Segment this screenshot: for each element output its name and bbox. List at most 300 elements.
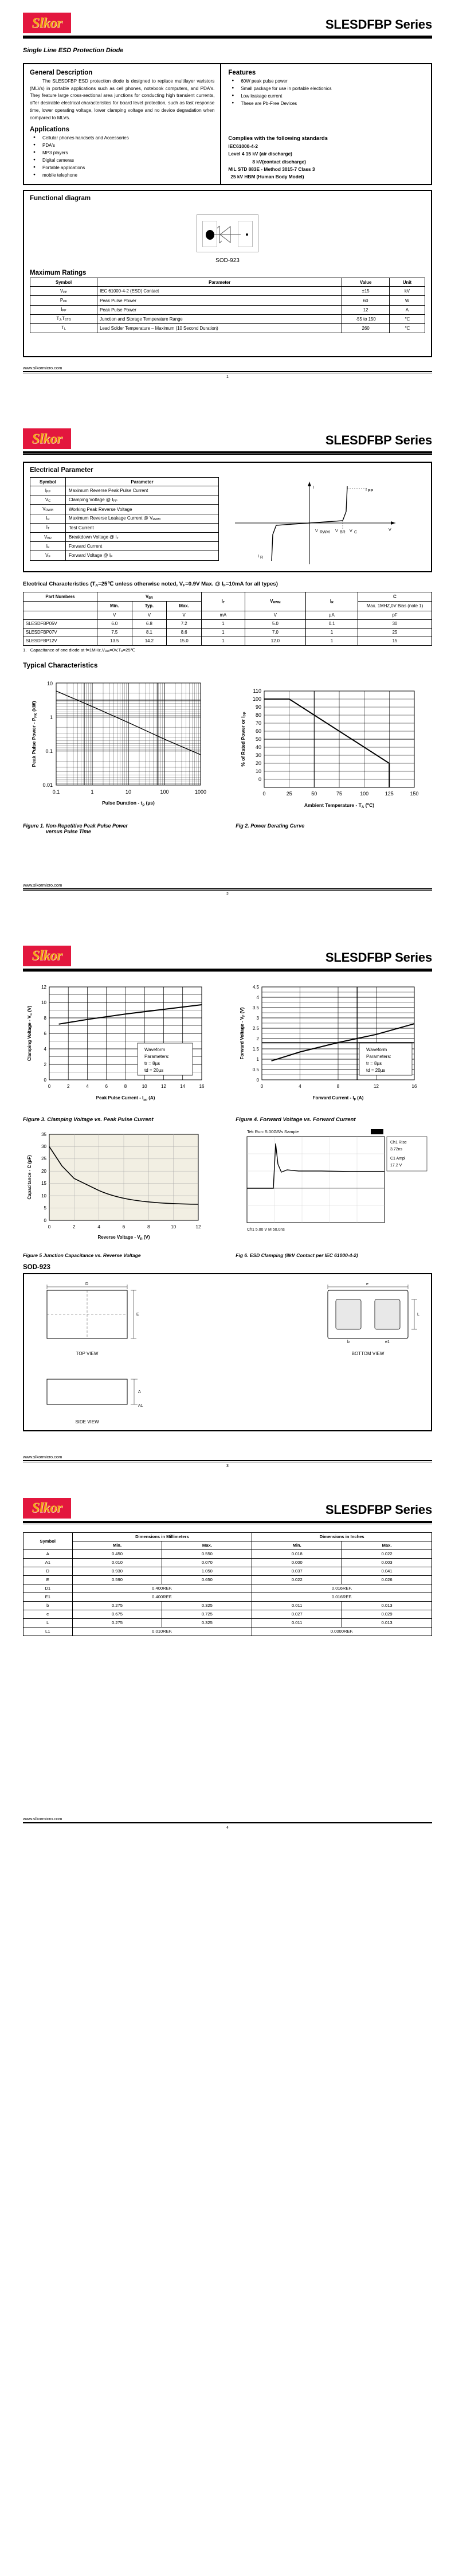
cell-unit: kV [389, 287, 425, 296]
page-header [23, 416, 432, 449]
footer-url[interactable]: www.slkormicro.com [23, 1454, 62, 1459]
svg-text:L: L [417, 1312, 419, 1317]
figure-captions-row-3 [23, 1252, 432, 1258]
svg-text:8: 8 [44, 1015, 46, 1021]
svg-text:tr = 8µs: tr = 8µs [144, 1060, 160, 1066]
chart-figure-2 [236, 675, 432, 818]
cell-value: ±15 [342, 287, 390, 296]
electrical-characteristics-table [23, 592, 432, 646]
col-millimeters: Dimensions in Millimeters [72, 1532, 252, 1541]
svg-text:30: 30 [41, 1143, 46, 1149]
table-row [30, 514, 219, 523]
col-unit: Unit [389, 278, 425, 287]
table-header-row [23, 1532, 432, 1541]
col-c-note: Max. 1MHZ,0V Bias (note 1) [358, 602, 432, 611]
general-description-heading: General Description [30, 69, 93, 76]
cell-in-min: 0.018 [252, 1549, 342, 1558]
col-part-numbers: Part Numbers [23, 592, 97, 602]
svg-text:110: 110 [253, 688, 262, 694]
svg-text:Forward Current - IF (A): Forward Current - $I_F$ (A) [312, 1095, 364, 1102]
figure-4-caption: Figure 4. Forward Voltage vs. Forward Current [236, 1116, 356, 1123]
cell-parameter: Breakdown Voltage @ $I_T$ [66, 533, 219, 542]
svg-text:4: 4 [97, 1224, 100, 1230]
svg-text:10: 10 [142, 1083, 147, 1089]
svg-text:10: 10 [41, 1000, 46, 1005]
cell-mm-min: 0.010 [72, 1558, 162, 1567]
svg-text:Forward Voltage - VF (V): Forward Voltage - $V_F$ (V) [240, 1007, 246, 1060]
svg-text:30: 30 [256, 752, 262, 758]
cell-mm-max: 0.070 [162, 1558, 252, 1567]
svg-text:10: 10 [46, 680, 53, 686]
svg-text:10: 10 [171, 1224, 176, 1230]
svg-text:Peak Pulse Current - Ipp (A): Peak Pulse Current - $I_{pp}$ (A) [96, 1095, 155, 1102]
max-ratings-table [30, 278, 425, 333]
cell-symbol: $I_{PP}$ [30, 486, 66, 495]
svg-text:3.5: 3.5 [253, 1005, 260, 1010]
svg-text:0.01: 0.01 [42, 782, 53, 788]
cell-mm-span: 0.010REF. [72, 1627, 252, 1636]
svg-text:V: V [350, 529, 352, 534]
description-features-box [23, 63, 432, 185]
scope-header-text: Tek Run: 5.00GS/s Sample [247, 1129, 299, 1134]
standards-line: Level 4 15 kV (air discharge) [228, 151, 292, 157]
svg-text:Ambient Temperature - TA (oC): Ambient Temperature - $T_A$ ($^o$C) [304, 802, 375, 809]
col-c: C [358, 592, 432, 602]
standards-line: IEC61000-4-2 [228, 143, 258, 149]
svg-text:10: 10 [41, 1193, 46, 1199]
cell-it: 1 [201, 628, 245, 637]
chart-figure-1 [23, 675, 219, 818]
svg-text:10: 10 [256, 768, 262, 774]
table-row [30, 523, 219, 532]
header-rule-thin [23, 38, 432, 39]
svg-text:4: 4 [256, 994, 260, 1000]
svg-text:1: 1 [49, 714, 53, 720]
cell-value: -55 to 150 [342, 314, 390, 323]
cell-mm-min: 0.275 [72, 1601, 162, 1610]
cell-parameter: IEC 61000-4-2 (ESD) Contact [97, 287, 342, 296]
page-title: SLESDFBP Series [325, 950, 432, 965]
cell-symbol: b [23, 1601, 73, 1610]
unit-cell: V [167, 611, 202, 619]
capacitance-note: 1. Capacitance of one diode at $f=1MHz,V_{RW}=0V,T_A=25℃$ [23, 647, 136, 653]
cell-min: 6.0 [97, 619, 132, 628]
col-typ: Typ. [132, 602, 167, 611]
svg-text:16: 16 [411, 1083, 417, 1089]
table-row [23, 1549, 432, 1558]
col-it: $I_T$ [201, 592, 245, 611]
standards-line: 25 kV HBM (Human Body Model) [230, 174, 304, 180]
svg-text:0: 0 [256, 1077, 260, 1083]
svg-text:0.5: 0.5 [253, 1067, 260, 1072]
col-mm-max: Max. [162, 1541, 252, 1549]
bottom-view-group [311, 1280, 425, 1356]
document-subtitle: Single Line ESD Protection Diode [23, 47, 124, 54]
svg-text:2: 2 [66, 1083, 70, 1089]
footer-url[interactable]: www.slkormicro.com [23, 1816, 62, 1821]
svg-text:V: V [335, 529, 338, 534]
svg-text:2: 2 [73, 1224, 76, 1230]
table-header-row [30, 478, 219, 486]
svg-text:R: R [260, 556, 264, 560]
svg-text:td = 20µs: td = 20µs [144, 1067, 164, 1073]
cell-value: 12 [342, 305, 390, 314]
cell-part: SLESDFBP07V [23, 628, 97, 637]
cell-it: 1 [201, 637, 245, 645]
svg-text:1000: 1000 [194, 789, 207, 795]
cell-symbol: $I_R$ [30, 514, 66, 523]
svg-text:Reverse Voltage - VR (V): Reverse Voltage - $V_R$ (V) [97, 1234, 150, 1241]
cell-mm-max: 0.325 [162, 1601, 252, 1610]
table-row [30, 551, 219, 560]
features-list [228, 78, 425, 108]
cell-c: 30 [358, 619, 432, 628]
svg-text:80: 80 [256, 712, 262, 718]
list-item: ● These are Pb-Free Devices [228, 100, 425, 108]
svg-text:BR: BR [340, 530, 346, 535]
dimensions-table [23, 1532, 432, 1636]
page-footer [23, 883, 432, 896]
svg-text:0: 0 [44, 1217, 46, 1223]
cell-in-min: 0.022 [252, 1575, 342, 1584]
general-description-body: The SLESDFBP ESD protection diode is designed to replace multilayer varistors (MLVs) in portable applications such as cell phones, notebook computers, and PDA's. They feature large cross-sectional area junctions for conducting high transient currents, offer desirable electrical characteristics for board level protection, such as fast response time, lower operating voltage, lower clamping voltage and no device degradation when compared to MLVs. [30, 79, 215, 120]
electrical-characteristics-heading: Electrical Characteristics ($T_A=25℃$ unless otherwise noted, $V_F=0.9V$ Max. @ $I_F=10mA$ for all types) [23, 581, 278, 588]
svg-text:1.5: 1.5 [253, 1046, 260, 1052]
svg-text:0: 0 [258, 776, 262, 782]
col-inches: Dimensions in Inches [252, 1532, 432, 1541]
standards-line: 8 kV(contact discharge) [252, 158, 306, 165]
svg-text:20: 20 [41, 1168, 46, 1174]
side-view-drawing [30, 1365, 144, 1417]
cell-symbol: A [23, 1549, 73, 1558]
typical-characteristics-heading: Typical Characteristics [23, 661, 98, 669]
functional-diagram-heading: Functional diagram [30, 195, 91, 202]
cell-typ: 6.8 [132, 619, 167, 628]
cell-mm-max: 1.050 [162, 1567, 252, 1575]
svg-text:2.5: 2.5 [253, 1025, 260, 1031]
svg-text:C1 Ampl: C1 Ampl [390, 1156, 406, 1161]
bottom-view-drawing [311, 1280, 425, 1349]
svg-text:Ch1 Rise: Ch1 Rise [390, 1140, 407, 1145]
svg-text:6: 6 [44, 1031, 46, 1036]
page-number: 3 [226, 1463, 229, 1468]
top-view-label: TOP VIEW [76, 1351, 99, 1356]
col-ir: $I_R$ [305, 592, 358, 611]
svg-text:25: 25 [286, 790, 292, 797]
cell-parameter: Working Peak Reverse Voltage [66, 505, 219, 514]
zener-diode-symbol-icon [197, 215, 259, 253]
svg-text:PP: PP [368, 489, 374, 494]
cell-typ: 14.2 [132, 637, 167, 645]
unit-cell: pF [358, 611, 432, 619]
cell-parameter: Test Current [66, 523, 219, 532]
package-name-label: SOD-923 [215, 257, 240, 264]
cell-in-min: 0.027 [252, 1610, 342, 1618]
col-vbr-group: $V_{BR}$ [97, 592, 201, 602]
svg-text:A: A [138, 1390, 141, 1394]
svg-text:8: 8 [147, 1224, 150, 1230]
page-number: 4 [226, 1825, 229, 1830]
page-footer [23, 365, 432, 379]
svg-text:50: 50 [311, 790, 317, 797]
svg-text:70: 70 [256, 720, 262, 726]
svg-text:C: C [354, 530, 358, 535]
table-header-row [23, 592, 432, 602]
cell-mm-min: 0.275 [72, 1618, 162, 1627]
charts-row-2 [23, 980, 432, 1112]
cell-c: 15 [358, 637, 432, 645]
cell-typ: 8.1 [132, 628, 167, 637]
col-part-blank [23, 602, 97, 611]
svg-text:6: 6 [105, 1083, 108, 1089]
cell-in-min: 0.011 [252, 1601, 342, 1610]
page-title: SLESDFBP Series [325, 1502, 432, 1517]
cell-ir: 1 [305, 628, 358, 637]
svg-text:3.72ns: 3.72ns [390, 1147, 403, 1152]
table-row [23, 1584, 432, 1593]
svg-text:V: V [389, 528, 391, 533]
page-title: SLESDFBP Series [325, 433, 432, 448]
logo-text: Slkor [32, 15, 62, 31]
page-number: 2 [226, 892, 229, 896]
svg-text:16: 16 [199, 1083, 205, 1089]
chart-figure-5 [23, 1127, 219, 1248]
svg-text:12: 12 [41, 984, 46, 990]
cell-mm-max: 0.325 [162, 1618, 252, 1627]
svg-text:e: e [366, 1282, 368, 1286]
col-mm-min: Min. [72, 1541, 162, 1549]
charts-row-1 [23, 675, 432, 818]
standards-heading: Complies with the following standards [228, 135, 328, 142]
table-row [30, 533, 219, 542]
col-parameter: Parameter [66, 478, 219, 486]
page-header [23, 933, 432, 966]
footer-url[interactable]: www.slkormicro.com [23, 365, 62, 371]
unit-cell: V [132, 611, 167, 619]
list-item: ● Portable applications [30, 165, 214, 172]
cell-symbol: E [23, 1575, 73, 1584]
table-row [30, 287, 425, 296]
figure-6-caption: Fig 6. ESD Clamping (8kV Contact per IEC 61000-4-2) [236, 1252, 358, 1258]
cell-mm-min: 0.450 [72, 1549, 162, 1558]
col-in-min: Min. [252, 1541, 342, 1549]
top-view-drawing [30, 1280, 144, 1349]
diode-package-outline [197, 214, 258, 252]
page-number: 1 [226, 375, 229, 380]
svg-text:RWM: RWM [320, 530, 330, 535]
table-row [30, 296, 425, 305]
svg-text:Pulse Duration - tp (µs): Pulse Duration - $t_p$ (µs) [102, 799, 155, 807]
applications-heading: Applications [30, 126, 70, 134]
svg-text:0: 0 [261, 1083, 264, 1089]
svg-text:Waveform: Waveform [366, 1047, 387, 1052]
svg-text:50: 50 [256, 736, 262, 742]
figure-5-caption: Figure 5 Junction Capacitance vs. Reverse Voltage [23, 1252, 141, 1258]
svg-text:V: V [315, 529, 318, 534]
svg-text:4.5: 4.5 [253, 984, 260, 990]
svg-text:I: I [313, 486, 314, 490]
unit-cell: mA [201, 611, 245, 619]
svg-text:12: 12 [161, 1083, 166, 1089]
top-view-group [30, 1280, 144, 1356]
svg-text:Capacitance - C (pF): Capacitance - C (pF) [27, 1155, 32, 1200]
table-row [23, 1610, 432, 1618]
side-view-label: SIDE VIEW [75, 1419, 99, 1424]
footer-url[interactable]: www.slkormicro.com [23, 882, 62, 888]
cell-symbol: D [23, 1567, 73, 1575]
cell-vrwm: 12.0 [245, 637, 305, 645]
logo-text: Slkor [32, 431, 62, 447]
figure-captions-row-2 [23, 1117, 432, 1123]
cell-parameter: Forward Voltage @ $I_F$ [66, 551, 219, 560]
page-header [23, 0, 432, 33]
page-footer [23, 1454, 432, 1468]
svg-text:e1: e1 [385, 1340, 390, 1344]
bottom-view-label: BOTTOM VIEW [351, 1351, 385, 1356]
cell-symbol: $I_F$ [30, 542, 66, 551]
table-units-row [23, 611, 432, 619]
page-header [23, 1485, 432, 1519]
svg-text:2: 2 [44, 1061, 46, 1067]
svg-text:Clamping Voltage - VC (V): Clamping Voltage - $V_C$ (V) [27, 1005, 33, 1061]
features-heading: Features [228, 69, 256, 76]
list-item: ● Digital cameras [30, 157, 214, 165]
svg-text:Parameters:: Parameters: [366, 1053, 391, 1059]
iv-curve-diagram [223, 477, 425, 564]
svg-text:100: 100 [160, 789, 169, 795]
cell-symbol: $T_J,T_{STG}$ [30, 314, 97, 323]
svg-text:Parameters:: Parameters: [144, 1053, 170, 1059]
cell-part: SLESDFBP12V [23, 637, 97, 645]
cell-symbol: $V_F$ [30, 551, 66, 560]
figure-2-caption: Fig 2. Power Derating Curve [236, 822, 305, 829]
page-4 [0, 1485, 455, 1841]
svg-text:0: 0 [44, 1077, 46, 1083]
cell-unit: W [389, 296, 425, 305]
cell-symbol: $T_L$ [30, 323, 97, 333]
package-drawing-box [23, 1273, 432, 1431]
col-symbol: Symbol [30, 278, 97, 287]
chart-figure-6 [236, 1127, 432, 1248]
list-item: ● Low leakage current [228, 93, 425, 100]
cell-unit: A [389, 305, 425, 314]
col-value: Value [342, 278, 390, 287]
cell-parameter: Lead Solder Temperature – Maximum (10 Second Duration) [97, 323, 342, 333]
svg-text:8: 8 [337, 1083, 340, 1089]
table-row [23, 628, 432, 637]
col-vrwm: $V_{RWM}$ [245, 592, 305, 611]
svg-text:60: 60 [256, 728, 262, 734]
cell-max: 8.6 [167, 628, 202, 637]
svg-text:0.1: 0.1 [52, 789, 60, 795]
svg-text:4: 4 [86, 1083, 89, 1089]
col-in-max: Max. [342, 1541, 432, 1549]
cell-symbol: $P_{PK}$ [30, 296, 97, 305]
cell-in-max: 0.022 [342, 1549, 432, 1558]
list-item: ● 60W peak pulse power [228, 78, 425, 85]
page-2 [0, 416, 455, 933]
electrical-parameter-table [30, 477, 219, 561]
cell-in-min: 0.000 [252, 1558, 342, 1567]
cell-in-span: 0.016REF. [252, 1593, 432, 1601]
cell-mm-max: 0.550 [162, 1549, 252, 1558]
svg-text:20: 20 [256, 760, 262, 766]
charts-row-3 [23, 1127, 432, 1248]
unit-cell: µA [305, 611, 358, 619]
svg-text:tr = 8µs: tr = 8µs [366, 1060, 382, 1066]
svg-text:2: 2 [256, 1036, 260, 1041]
svg-text:0: 0 [48, 1083, 51, 1089]
svg-text:6: 6 [122, 1224, 125, 1230]
svg-text:0: 0 [262, 790, 266, 797]
svg-text:I: I [366, 488, 367, 493]
features-column [221, 64, 431, 184]
unit-cell: V [97, 611, 132, 619]
page-footer [23, 1816, 432, 1830]
figure-1-caption: Figure 1. Non-Repetitive Peak Pulse Power versus Pulse Time [23, 822, 128, 834]
page-title: SLESDFBP Series [325, 17, 432, 32]
page-3 [0, 933, 455, 1485]
cell-value: 260 [342, 323, 390, 333]
table-row [23, 1618, 432, 1627]
page-1 [0, 0, 455, 416]
logo-text: Slkor [32, 1500, 62, 1516]
table-row [23, 619, 432, 628]
svg-text:10: 10 [125, 789, 132, 795]
company-logo [23, 1498, 71, 1519]
svg-text:125: 125 [385, 790, 394, 797]
svg-text:12: 12 [374, 1083, 379, 1089]
svg-text:150: 150 [410, 790, 419, 797]
cell-mm-max: 0.725 [162, 1610, 252, 1618]
svg-text:0: 0 [48, 1224, 51, 1230]
cell-mm-min: 0.930 [72, 1567, 162, 1575]
table-row [30, 323, 425, 333]
svg-text:A1: A1 [138, 1403, 143, 1408]
cell-ir: 0.1 [305, 619, 358, 628]
electrical-parameter-box [23, 462, 432, 572]
cell-it: 1 [201, 619, 245, 628]
package-drawing-heading: SOD-923 [23, 1263, 50, 1271]
list-item: ● MP3 players [30, 150, 214, 157]
cell-symbol: D1 [23, 1584, 73, 1593]
cell-in-min: 0.037 [252, 1567, 342, 1575]
list-item: ● PDA's [30, 142, 214, 150]
description-column [24, 64, 221, 184]
cell-in-max: 0.013 [342, 1618, 432, 1627]
svg-text:40: 40 [256, 744, 262, 750]
cell-in-max: 0.026 [342, 1575, 432, 1584]
table-row [23, 1627, 432, 1636]
functional-diagram-content [30, 214, 425, 264]
svg-text:17.2 V: 17.2 V [390, 1163, 402, 1168]
cell-mm-min: 0.675 [72, 1610, 162, 1618]
cell-parameter: Peak Pulse Power [97, 305, 342, 314]
svg-text:14: 14 [180, 1083, 186, 1089]
cell-in-span: 0.016REF. [252, 1584, 432, 1593]
standards-line: MIL STD 883E - Method 3015-7 Class 3 [228, 166, 315, 172]
cell-part: SLESDFBP05V [23, 619, 97, 628]
chart-figure-3 [23, 980, 219, 1112]
company-logo [23, 13, 71, 33]
table-row [30, 305, 425, 314]
list-item: ● mobile telephone [30, 172, 214, 179]
cell-in-max: 0.041 [342, 1567, 432, 1575]
side-view-group [30, 1365, 425, 1424]
svg-text:1: 1 [256, 1056, 260, 1062]
svg-text:100: 100 [360, 790, 369, 797]
svg-text:1: 1 [91, 789, 94, 795]
